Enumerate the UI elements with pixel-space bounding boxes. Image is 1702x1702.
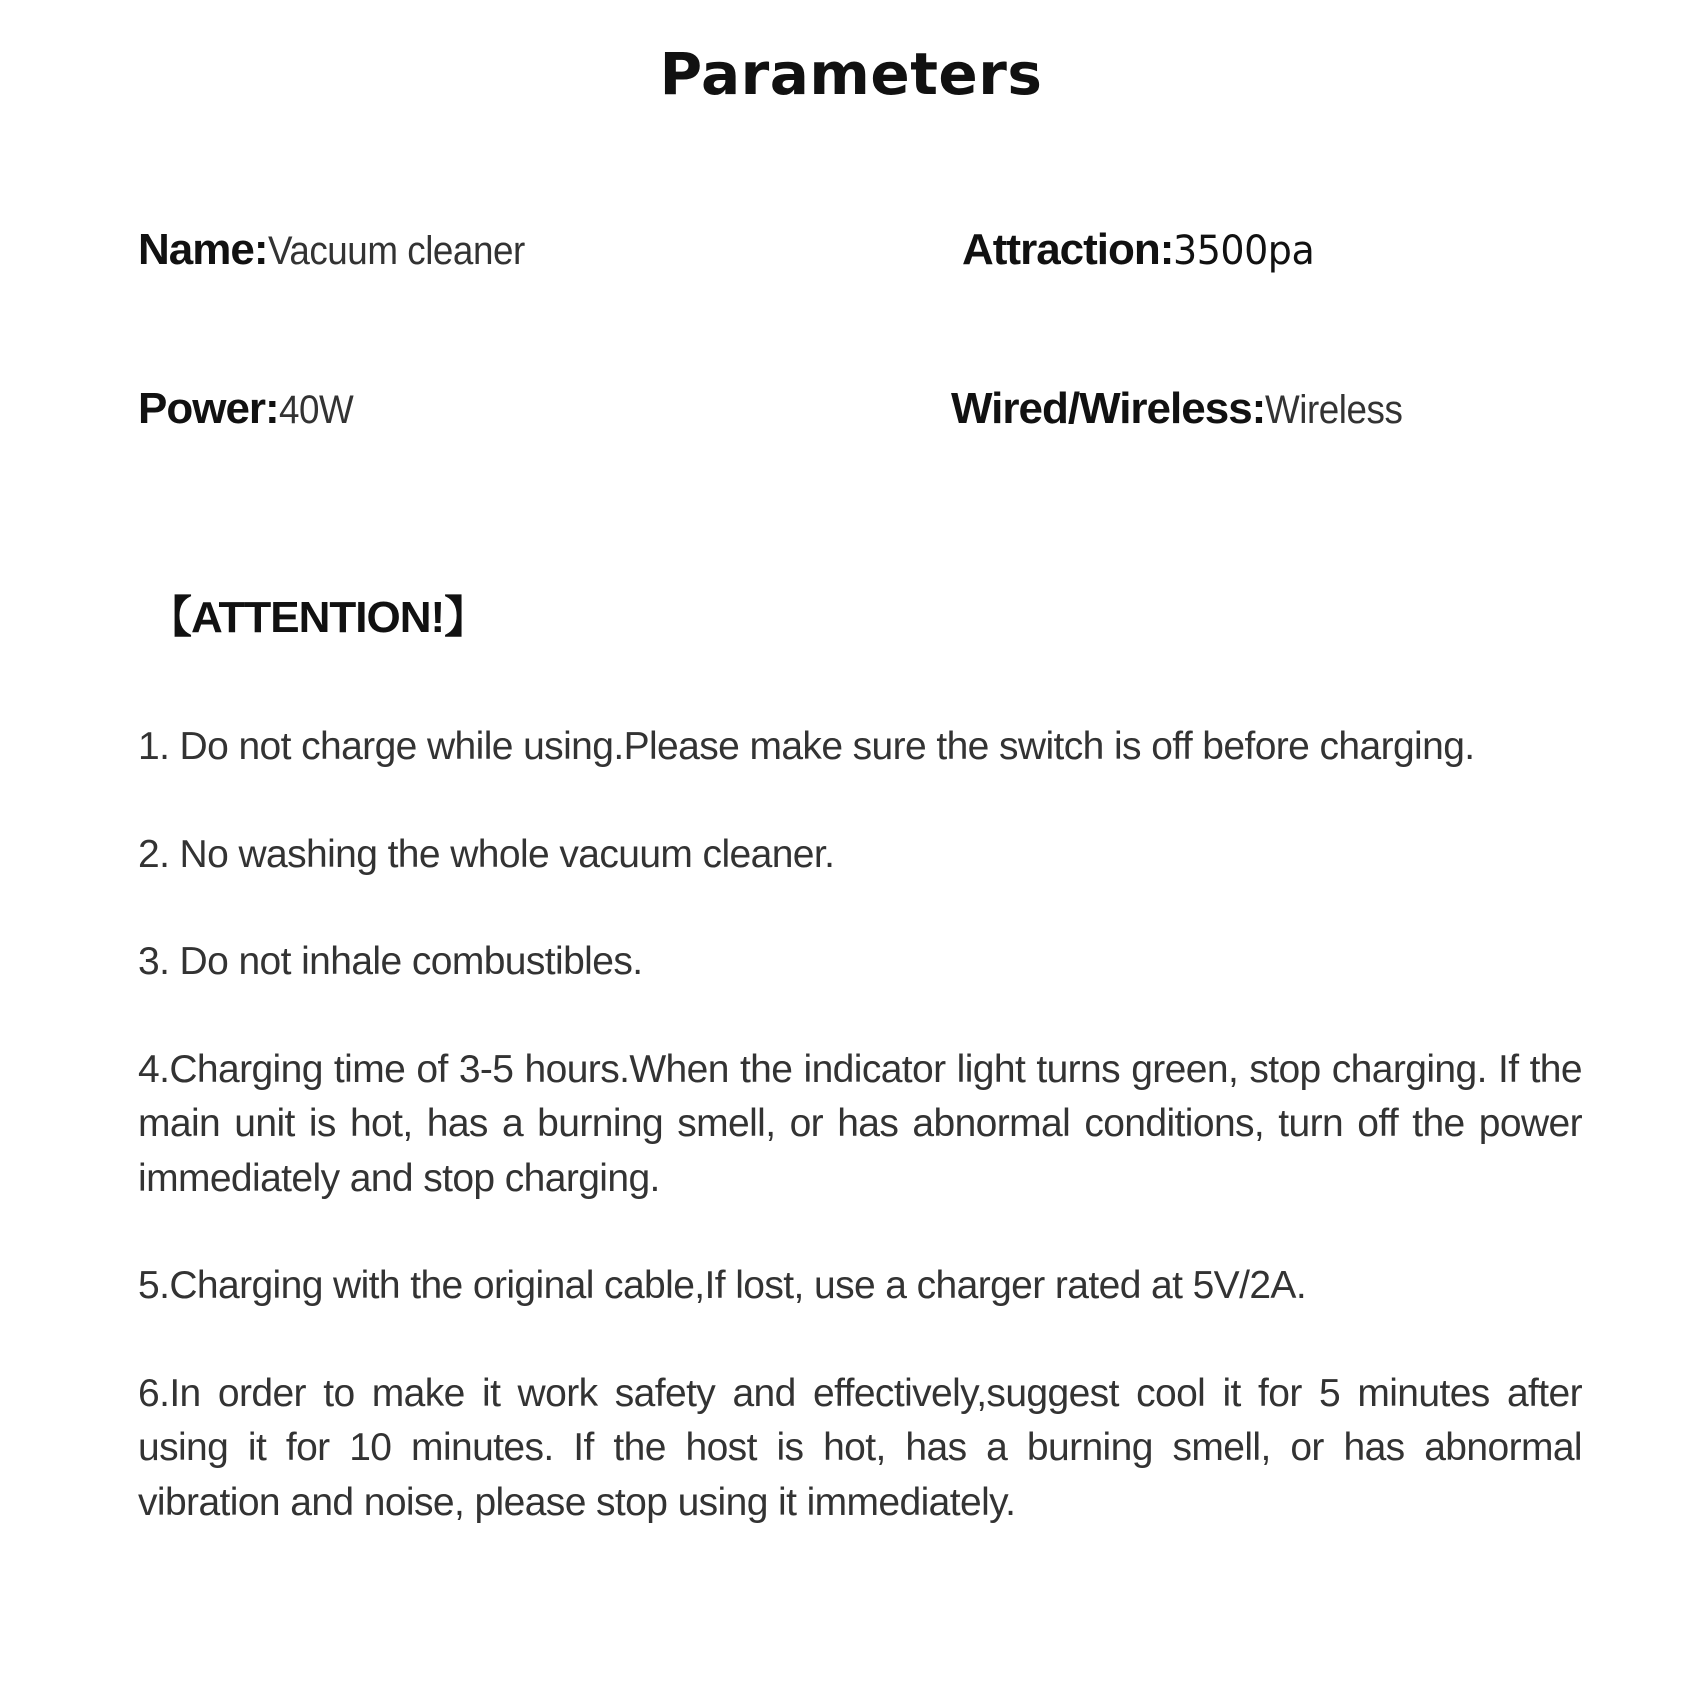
param-power-label: Power:	[138, 384, 279, 433]
param-attraction	[962, 224, 1322, 277]
param-name-label: Name:	[138, 225, 268, 274]
param-wired-wireless-value: Wireless	[1265, 388, 1403, 432]
param-power	[138, 383, 359, 436]
attention-item-4: 4.Charging time of 3-5 hours.When the indicator light turns green, stop charging. If the main unit is hot, has a burning smell, or has abnormal conditions, turn off the power immediately and stop charging.	[138, 1047, 1582, 1200]
param-attraction-label: Attraction:	[962, 225, 1174, 274]
param-attraction-value: 3500pa	[1173, 228, 1315, 274]
attention-list	[138, 720, 1582, 1583]
attention-item-1: 1. Do not charge while using.Please make sure the switch is off before charging.	[138, 725, 1475, 768]
attention-item-3: 3. Do not inhale combustibles.	[138, 940, 643, 983]
param-wired-wireless-label: Wired/Wireless:	[951, 384, 1266, 433]
attention-item-5: 5.Charging with the original cable,If lost, use a charger rated at 5V/2A.	[138, 1264, 1307, 1307]
attention-item-6: 6.In order to make it work safety and effectively,suggest cool it for 5 minutes after using it for 10 minutes. If the host is hot, has a burning smell, or has abnormal vibration and noise, please stop using it immediately.	[138, 1371, 1582, 1524]
param-name-value: Vacuum cleaner	[267, 229, 525, 273]
param-wired-wireless	[951, 383, 1415, 436]
attention-item-2: 2. No washing the whole vacuum cleaner.	[138, 832, 835, 876]
attention-heading: 【ATTENTION!】	[148, 593, 488, 642]
param-name	[138, 224, 547, 277]
param-power-value: 40W	[278, 388, 353, 432]
page-title: Parameters	[659, 40, 1043, 108]
